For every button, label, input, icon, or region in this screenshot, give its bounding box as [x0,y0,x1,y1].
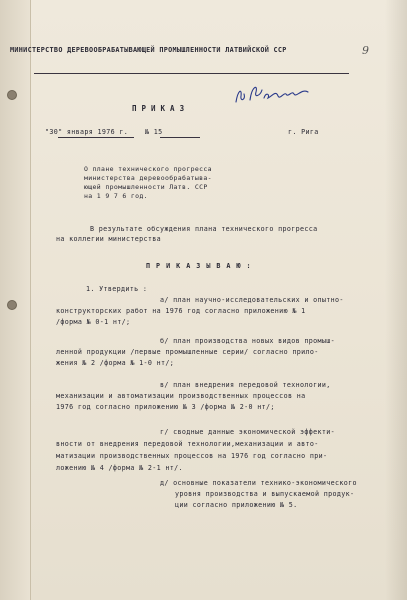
subitem-b-line: жения № 2 /форма № 1-0 нт/; [56,359,175,367]
subitem-g-line: матизации производственных процессов на 1976 год согласно при- [56,452,328,460]
order-title: ПРИКАЗ [132,104,190,113]
subitem-g-line: ложению № 4 /форма № 2-1 нт/. [56,464,183,472]
punch-hole [7,90,17,100]
page-edge-shadow [385,0,407,600]
punch-hole [7,300,17,310]
header-rule [34,73,349,74]
subitem-v-line: в/ план внедрения передовой технологии, [160,381,331,389]
number-underline [160,137,200,138]
subitem-b-line: б/ план производства новых видов промыш- [160,337,336,345]
command-heading: П Р И К А З Ы В А Ю : [146,262,252,270]
subitem-a-line: /форма № 0-1 нт/; [56,318,131,326]
subitem-b-line: ленной продукции /первые промышленные серии/ согласно прило- [56,348,319,356]
ministry-header: МИНИСТЕРСТВО ДЕРЕВООБРАБАТЫВАЮЩЕЙ ПРОМЫШЛЕННОСТИ ЛАТВИЙСКОЙ ССР [10,46,287,54]
subitem-g-line: г/ сводные данные экономической эффекти- [160,428,336,436]
subject-line: О плане технического прогресса [84,165,212,173]
subitem-g-line: вности от внедрения передовой технологии,механизации и авто- [56,440,319,448]
subject-line: ющей промышленности Латв. ССР [84,183,208,191]
subject-line: на 1 9 7 6 год. [84,192,148,200]
subitem-d-line: ции согласно приложению № 5. [175,501,298,509]
order-city: г. Рига [288,128,319,136]
subject-line: министерства деревообрабатыва- [84,174,212,182]
date-underline [58,137,134,138]
subitem-v-line: 1976 год согласно приложению № 3 /форма № 2-0 нт/; [56,403,275,411]
preamble-line: на коллегии министерства [56,235,162,243]
binding-margin [0,0,31,600]
preamble-line: В результате обсуждения плана технического прогресса [90,225,318,233]
subitem-d-line: уровня производства и выпускаемой продук- [175,490,355,498]
subitem-a-line: конструкторских работ на 1976 год согласно приложению № 1 [56,307,306,315]
order-date: "30" января 1976 г. [45,128,129,136]
subitem-d-line: д/ основные показатели технико-экономического [160,479,357,487]
order-number: № 15 [145,128,163,136]
handwritten-signature [232,82,312,108]
margin-page-number: 9 [362,44,369,57]
subitem-v-line: механизации и автоматизации производственных процессов на [56,392,306,400]
subitem-a-line: а/ план научно-исследовательских и опытно- [160,296,344,304]
item-1-heading: 1. Утвердить : [86,285,148,293]
